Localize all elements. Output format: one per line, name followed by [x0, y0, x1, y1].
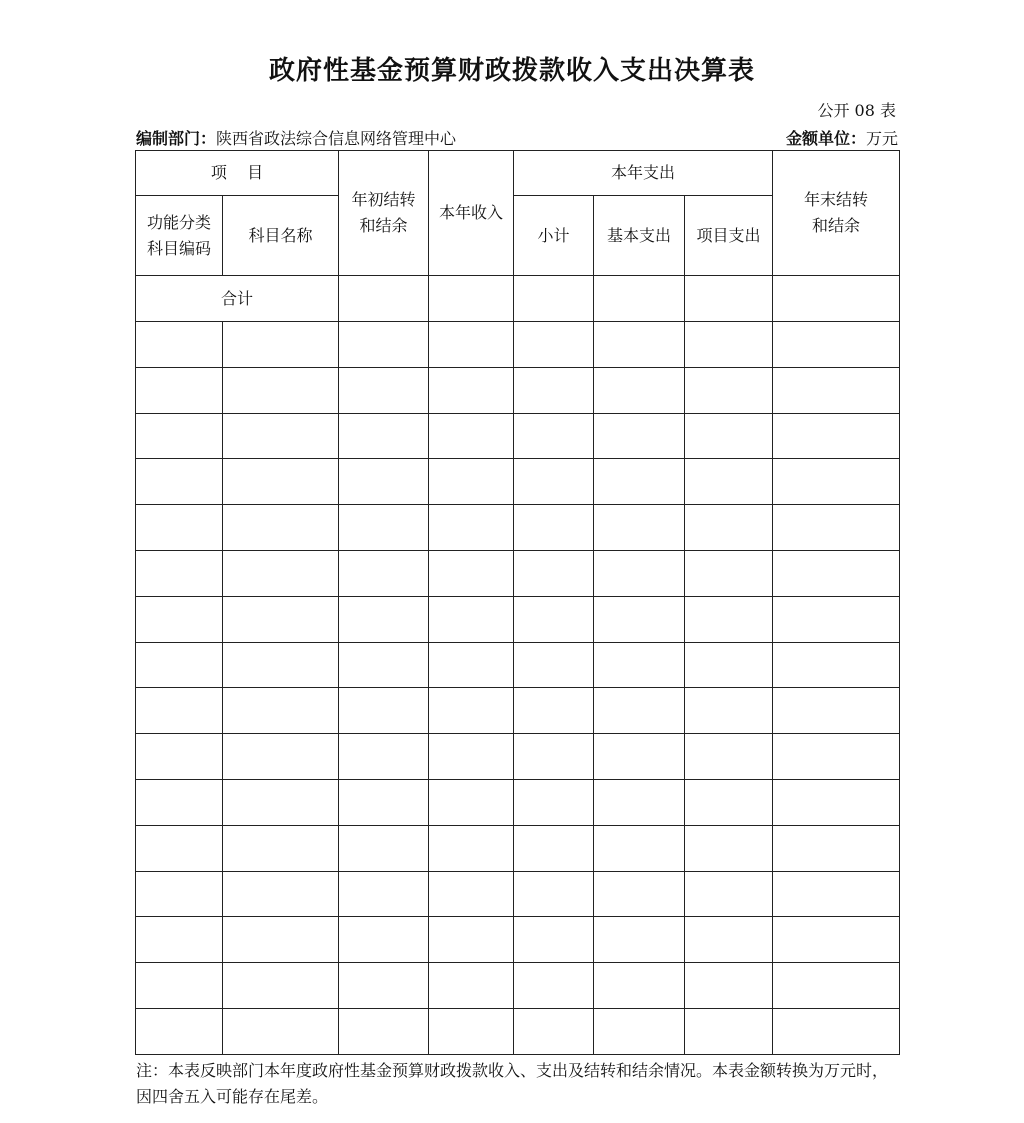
table-cell: [594, 459, 685, 505]
table-cell: [223, 825, 339, 871]
table-cell: [773, 459, 900, 505]
table-cell: [339, 734, 429, 780]
table-row: [136, 871, 900, 917]
table-cell: [429, 550, 514, 596]
table-cell: [223, 596, 339, 642]
header-function-code: 功能分类 科目编码: [136, 196, 223, 276]
total-row: [136, 276, 900, 322]
table-cell: [339, 550, 429, 596]
table-cell: [773, 734, 900, 780]
table-cell: [685, 642, 773, 688]
table-cell: [429, 779, 514, 825]
table-row: [136, 1008, 900, 1054]
table-row: [136, 734, 900, 780]
table-cell: [429, 596, 514, 642]
table-row: [136, 779, 900, 825]
table-cell: [514, 322, 594, 368]
unit-label: 金额单位：: [785, 129, 866, 148]
unit-line: [786, 126, 898, 149]
table-cell: [514, 550, 594, 596]
table-cell: [773, 322, 900, 368]
table-cell: [773, 688, 900, 734]
table-cell: [594, 596, 685, 642]
table-cell: [594, 779, 685, 825]
table-cell: [339, 779, 429, 825]
table-cell: [594, 963, 685, 1009]
table-cell: [429, 505, 514, 551]
header-project-expense: 项目支出: [685, 196, 773, 276]
header-basic-expense: 基本支出: [594, 196, 685, 276]
table-cell: [685, 413, 773, 459]
header-closing-balance: 年末结转 和结余: [773, 151, 900, 276]
department-value: 陕西省政法综合信息网络管理中心: [216, 129, 457, 148]
header-annual-income: 本年收入: [429, 151, 514, 276]
total-cell: [429, 276, 514, 322]
table-cell: [136, 505, 223, 551]
table-cell: [223, 963, 339, 1009]
table-cell: [339, 459, 429, 505]
table-cell: [514, 871, 594, 917]
table-cell: [685, 367, 773, 413]
table-cell: [514, 734, 594, 780]
form-number: 公开 08 表: [817, 101, 896, 120]
table-cell: [339, 1008, 429, 1054]
table-cell: [594, 642, 685, 688]
table-cell: [339, 825, 429, 871]
total-cell: [685, 276, 773, 322]
table-cell: [773, 779, 900, 825]
table-cell: [136, 963, 223, 1009]
table-cell: [223, 917, 339, 963]
table-cell: [223, 642, 339, 688]
table-cell: [339, 688, 429, 734]
table-cell: [685, 550, 773, 596]
table-cell: [339, 596, 429, 642]
table-cell: [136, 871, 223, 917]
table-cell: [514, 367, 594, 413]
table-cell: [685, 963, 773, 1009]
table-cell: [514, 413, 594, 459]
table-cell: [685, 1008, 773, 1054]
table-cell: [339, 871, 429, 917]
table-cell: [514, 459, 594, 505]
table-cell: [594, 367, 685, 413]
table-cell: [429, 413, 514, 459]
table-cell: [594, 825, 685, 871]
table-cell: [136, 596, 223, 642]
table-cell: [429, 917, 514, 963]
table-cell: [339, 917, 429, 963]
table-cell: [594, 413, 685, 459]
table-row: [136, 322, 900, 368]
table-cell: [136, 413, 223, 459]
table-cell: [773, 917, 900, 963]
table-cell: [514, 825, 594, 871]
table-cell: [773, 596, 900, 642]
total-label: 合计: [136, 276, 339, 322]
table-cell: [223, 688, 339, 734]
table-cell: [773, 963, 900, 1009]
table-cell: [136, 779, 223, 825]
table-cell: [594, 688, 685, 734]
table-cell: [223, 1008, 339, 1054]
table-cell: [223, 871, 339, 917]
table-cell: [685, 871, 773, 917]
table-cell: [223, 550, 339, 596]
table-cell: [223, 779, 339, 825]
table-row: [136, 413, 900, 459]
department-label: 编制部门：: [136, 129, 217, 148]
table-cell: [339, 505, 429, 551]
table-cell: [136, 917, 223, 963]
table-cell: [429, 642, 514, 688]
table-row: [136, 367, 900, 413]
table-cell: [429, 963, 514, 1009]
table-cell: [514, 505, 594, 551]
table-row: [136, 917, 900, 963]
table-cell: [773, 825, 900, 871]
table-cell: [773, 871, 900, 917]
table-cell: [685, 322, 773, 368]
page-title: 政府性基金预算财政拨款收入支出决算表: [268, 56, 755, 86]
table-cell: [594, 505, 685, 551]
table-cell: [514, 688, 594, 734]
table-cell: [685, 917, 773, 963]
table-cell: [773, 642, 900, 688]
table-row: [136, 505, 900, 551]
table-cell: [136, 642, 223, 688]
table-row: [136, 550, 900, 596]
table-cell: [339, 642, 429, 688]
table-cell: [136, 825, 223, 871]
table-cell: [773, 1008, 900, 1054]
table-cell: [223, 459, 339, 505]
table-cell: [136, 459, 223, 505]
table-cell: [429, 871, 514, 917]
table-row: [136, 596, 900, 642]
table-cell: [429, 734, 514, 780]
table-cell: [136, 734, 223, 780]
table-cell: [223, 505, 339, 551]
header-subtotal: 小计: [514, 196, 594, 276]
header-item: 项 目: [136, 151, 339, 196]
table-cell: [594, 917, 685, 963]
table-cell: [773, 505, 900, 551]
table-cell: [685, 779, 773, 825]
budget-table: [135, 150, 900, 1055]
table-cell: [429, 322, 514, 368]
table-cell: [514, 596, 594, 642]
table-cell: [429, 367, 514, 413]
table-cell: [594, 871, 685, 917]
table-cell: [514, 1008, 594, 1054]
table-cell: [594, 322, 685, 368]
table-cell: [429, 459, 514, 505]
table-cell: [685, 688, 773, 734]
table-cell: [339, 322, 429, 368]
table-cell: [136, 1008, 223, 1054]
table-cell: [223, 367, 339, 413]
table-row: [136, 825, 900, 871]
total-cell: [594, 276, 685, 322]
table-cell: [594, 1008, 685, 1054]
table-cell: [685, 734, 773, 780]
table-cell: [514, 642, 594, 688]
table-row: [136, 963, 900, 1009]
table-cell: [429, 825, 514, 871]
table-cell: [339, 963, 429, 1009]
table-cell: [339, 367, 429, 413]
total-cell: [773, 276, 900, 322]
table-cell: [773, 367, 900, 413]
table-cell: [223, 413, 339, 459]
table-cell: [136, 322, 223, 368]
table-cell: [514, 963, 594, 1009]
header-annual-expense: 本年支出: [514, 151, 773, 196]
table-row: [136, 688, 900, 734]
table-cell: [514, 779, 594, 825]
table-cell: [594, 550, 685, 596]
table-cell: [223, 322, 339, 368]
header-subject-name: 科目名称: [223, 196, 339, 276]
department-line: [136, 126, 456, 149]
table-cell: [773, 413, 900, 459]
table-cell: [429, 688, 514, 734]
table-cell: [223, 734, 339, 780]
header-opening-balance: 年初结转 和结余: [339, 151, 429, 276]
table-cell: [685, 505, 773, 551]
table-cell: [136, 367, 223, 413]
total-cell: [514, 276, 594, 322]
table-cell: [136, 688, 223, 734]
table-cell: [514, 917, 594, 963]
footnote: 注：本表反映部门本年度政府性基金预算财政拨款收入、支出及结转和结余情况。本表金额转换为万元时，因四舍五入可能存在尾差。: [136, 1061, 889, 1106]
table-cell: [685, 459, 773, 505]
table-cell: [136, 550, 223, 596]
table-row: [136, 459, 900, 505]
unit-value: 万元: [865, 129, 898, 148]
table-row: [136, 642, 900, 688]
table-cell: [685, 825, 773, 871]
total-cell: [339, 276, 429, 322]
table-cell: [773, 550, 900, 596]
table-cell: [339, 413, 429, 459]
table-cell: [594, 734, 685, 780]
table-cell: [685, 596, 773, 642]
table-cell: [429, 1008, 514, 1054]
